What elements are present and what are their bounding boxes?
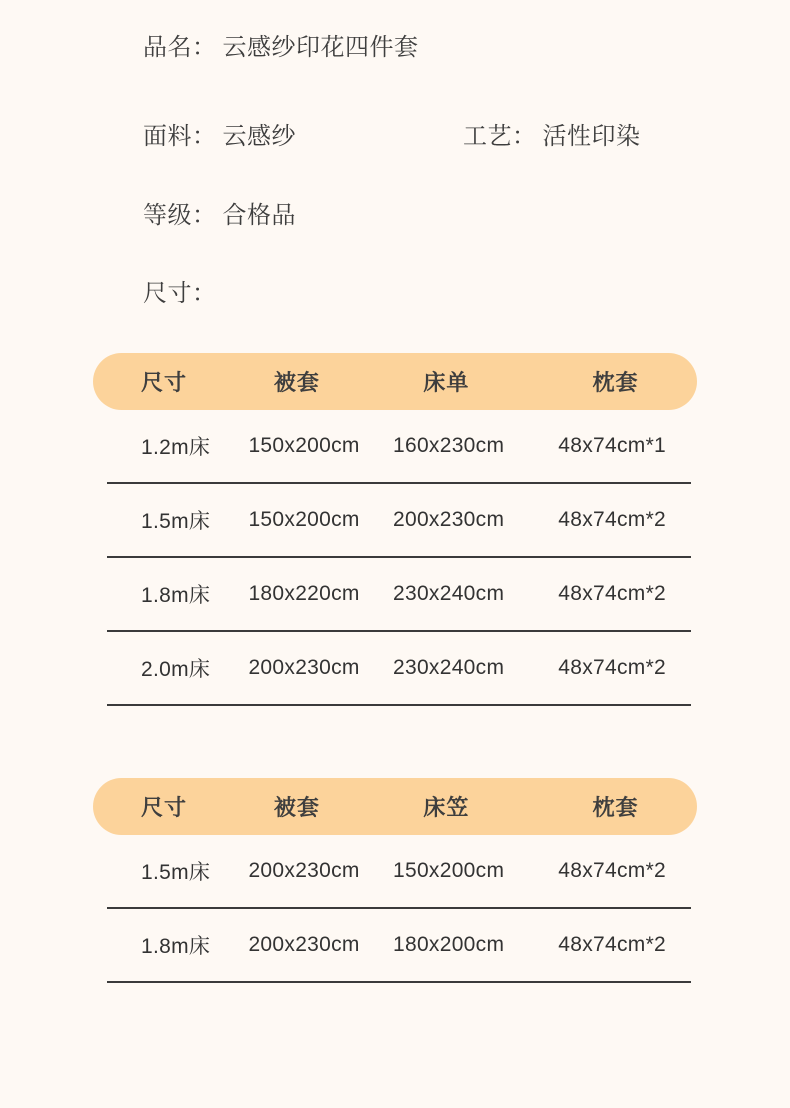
table-row [107,558,691,632]
header-cell: 枕套 [592,795,639,820]
size-table-sheet [93,353,697,706]
table-cell: 48x74cm*2 [558,859,667,882]
table-row [107,632,691,706]
size-table-sheet-body [107,410,691,706]
table-cell: 200x230cm [392,508,505,531]
header-cell: 尺寸 [140,795,187,820]
grade-label: 等级： [143,202,217,229]
table-cell: 200x230cm [248,859,360,882]
header-cell: 枕套 [592,370,639,395]
craft-label: 工艺： [463,123,537,150]
table-row [107,909,691,983]
table-cell: 180x220cm [248,582,360,605]
table-row [107,484,691,558]
size-table-fitted [93,778,697,983]
table-cell: 48x74cm*2 [558,656,667,679]
table-cell: 150x200cm [392,859,505,882]
table-row [107,835,691,909]
product-name-label: 品名： [143,34,217,61]
table-cell: 2.0m床 [141,658,211,681]
size-table-fitted-header [93,778,697,835]
table-cell: 1.8m床 [141,935,211,958]
table-cell: 160x230cm [392,434,505,457]
grade-value: 合格品 [222,202,296,229]
size-table-sheet-header [93,353,697,410]
header-cell: 被套 [273,370,320,395]
table-cell: 200x230cm [248,933,360,956]
size-table-fitted-body [107,835,691,983]
size-label: 尺寸： [143,280,217,307]
table-cell: 200x230cm [248,656,360,679]
table-cell: 48x74cm*2 [558,582,667,605]
fabric-value: 云感纱 [222,123,296,150]
table-cell: 48x74cm*2 [558,508,667,531]
fabric-line [143,123,296,151]
craft-value: 活性印染 [542,123,641,150]
table-cell: 1.2m床 [141,436,211,459]
table-cell: 48x74cm*2 [558,933,667,956]
table-cell: 1.5m床 [141,861,211,884]
table-cell: 150x200cm [248,508,360,531]
table-cell: 180x200cm [392,933,505,956]
product-name-line [143,34,419,62]
table-row [107,410,691,484]
table-cell: 1.8m床 [141,584,211,607]
table-cell: 1.5m床 [141,510,211,533]
fabric-label: 面料： [143,123,217,150]
header-cell: 尺寸 [140,370,187,395]
table-cell: 150x200cm [248,434,360,457]
table-cell: 48x74cm*1 [558,434,667,457]
header-cell: 床笠 [423,795,470,820]
header-cell: 被套 [273,795,320,820]
craft-line [463,123,641,151]
product-name-value: 云感纱印花四件套 [222,34,419,61]
grade-line [143,202,296,230]
size-section-label [143,280,223,308]
table-cell: 230x240cm [392,656,505,679]
header-cell: 床单 [423,370,470,395]
table-cell: 230x240cm [392,582,505,605]
